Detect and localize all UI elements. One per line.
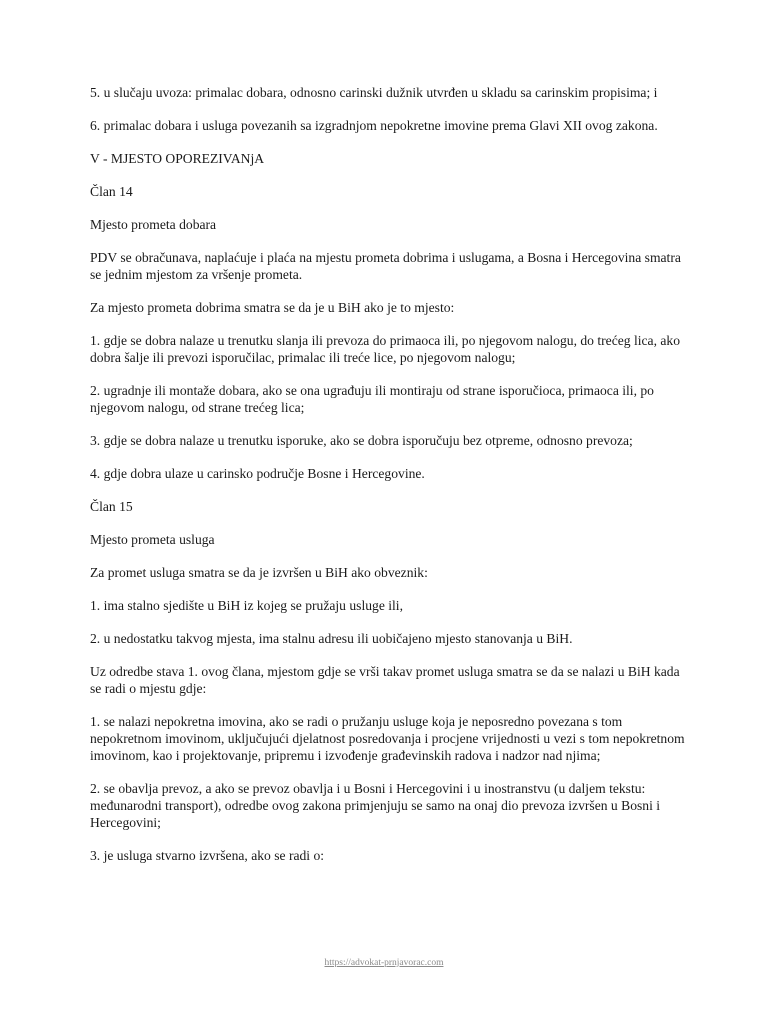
paragraph: 5. u slučaju uvoza: primalac dobara, odnosno carinski dužnik utvrđen u skladu sa carinskim propisima; i	[90, 85, 658, 100]
paragraph: 6. primalac dobara i usluga povezanih sa izgradnjom nepokretne imovine prema Glavi XII ovog zakona.	[90, 118, 658, 133]
list-item: 1. se nalazi nepokretna imovina, ako se radi o pružanju usluge koja je neposredno povezana s tom nepokretnom imovinom, uključujući djelatnost posredovanja i procjene vrijednosti u vezi s tom nepokretnom imovinom, kao i projektovanje, pripremu i izvođenje građevinskih radova i nadzor nad njima;	[90, 714, 685, 763]
footer-link[interactable]: https://advokat-prnjavorac.com	[324, 958, 444, 968]
article-title: Mjesto prometa usluga	[90, 532, 215, 547]
paragraph: Za promet usluga smatra se da je izvršen u BiH ako obveznik:	[90, 565, 428, 580]
paragraph: Za mjesto prometa dobrima smatra se da je u BiH ako je to mjesto:	[90, 300, 455, 315]
list-item: 1. gdje se dobra nalaze u trenutku slanja ili prevoza do primaoca ili, po njegovom nalogu, do trećeg lica, ako dobra šalje ili prevozi isporučilac, primalac ili treće lice, po njegovom nalogu;	[90, 333, 681, 365]
article-number: Član 14	[90, 184, 133, 199]
section-heading: V - MJESTO OPOREZIVANjA	[90, 151, 265, 166]
paragraph: Uz odredbe stava 1. ovog člana, mjestom gdje se vrši takav promet usluga smatra se da se nalazi u BiH kada se radi o mjestu gdje:	[90, 664, 680, 696]
list-item: 3. je usluga stvarno izvršena, ako se radi o:	[90, 848, 325, 863]
list-item: 2. se obavlja prevoz, a ako se prevoz obavlja i u Bosni i Hercegovini i u inostranstvu (u daljem tekstu: međunarodni transport), odredbe ovog zakona primjenjuju se samo na onaj dio prevoza izvršen u Bosni i Hercegovini;	[90, 781, 661, 830]
list-item: 2. u nedostatku takvog mjesta, ima stalnu adresu ili uobičajeno mjesto stanovanja u BiH.	[90, 631, 573, 646]
list-item: 1. ima stalno sjedište u BiH iz kojeg se pružaju usluge ili,	[90, 598, 403, 613]
article-number: Član 15	[90, 499, 133, 514]
list-item: 2. ugradnje ili montaže dobara, ako se ona ugrađuju ili montiraju od strane isporučioca, primaoca ili, po njegovom nalogu, od strane trećeg lica;	[90, 383, 654, 415]
document-body	[90, 84, 690, 880]
paragraph: PDV se obračunava, naplaćuje i plaća na mjestu prometa dobrima i uslugama, a Bosna i Hercegovina smatra se jednim mjestom za vršenje prometa.	[90, 250, 681, 282]
list-item: 3. gdje se dobra nalaze u trenutku isporuke, ako se dobra isporučuju bez otpreme, odnosno prevoza;	[90, 433, 633, 448]
article-title: Mjesto prometa dobara	[90, 217, 217, 232]
list-item: 4. gdje dobra ulaze u carinsko područje Bosne i Hercegovine.	[90, 466, 425, 481]
page-footer	[0, 958, 768, 968]
